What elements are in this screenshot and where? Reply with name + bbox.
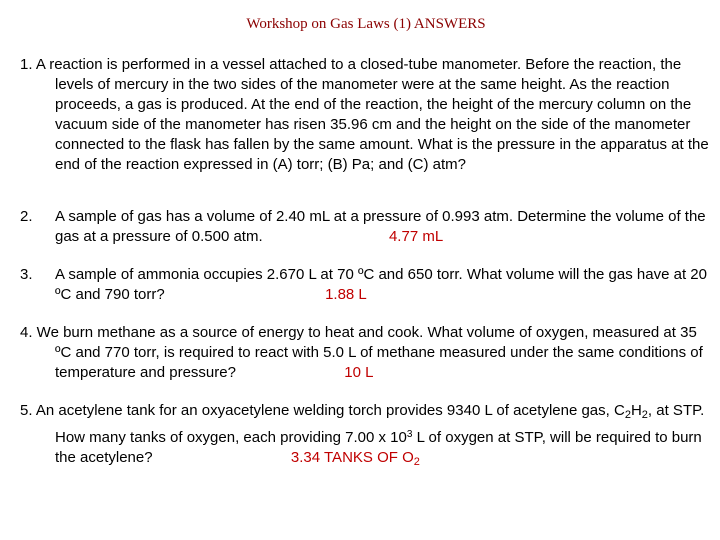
question-5	[20, 401, 710, 472]
question-2-text: A sample of gas has a volume of 2.40 mL at a pressure of 0.993 atm. Determine the volume of the gas at a pressure of 0.500 atm.	[55, 208, 706, 245]
question-5-answer-sub: 2	[413, 456, 420, 468]
question-5-sub-1: 2	[624, 409, 631, 421]
question-3-answer: 1.88 L	[325, 286, 367, 303]
question-1-text: 1. A reaction is performed in a vessel attached to a closed-tube manometer. Before the reaction, the levels of mercury in the two sides of the manometer were at the same height. As the reaction proceeds, a gas is produced. At the end of the reaction, the height of the mercury column on the vacuum side of the manometer has risen 35.96 cm and the height on the side of the manometer connected to the flask has fallen by the same amount. What is the pressure in the apparatus at the end of the reaction expressed in (A) torr; (B) Pa; and (C) atm?	[20, 56, 709, 173]
question-5-answer	[291, 449, 420, 466]
question-3-number: 3.	[20, 266, 33, 283]
question-5-sup: 3	[406, 429, 413, 440]
question-5-text-b: , at STP. How many tanks of oxygen, each providing 7.00 x 10	[55, 402, 705, 446]
question-5-sub-2: 2	[641, 409, 648, 421]
question-2-number: 2.	[20, 208, 33, 225]
question-4-text: 4. We burn methane as a source of energy to heat and cook. What volume of oxygen, measured at 35 ºC and 770 torr, is required to react with 5.0 L of methane measured under the same conditions of temperature and pressure?	[20, 324, 703, 381]
question-5-text-a: 5. An acetylene tank for an oxyacetylene welding torch provides 9340 L of acetylene gas, C	[20, 402, 625, 419]
question-4	[20, 323, 710, 383]
question-1	[20, 55, 710, 175]
page-title: Workshop on Gas Laws (1) ANSWERS	[246, 16, 486, 32]
question-5-h: H	[630, 402, 642, 419]
question-4-answer: 10 L	[344, 364, 374, 381]
question-5-text-c: L of oxygen at STP, will be required to burn the acetylene?	[55, 429, 702, 466]
question-2-answer: 4.77 mL	[388, 228, 444, 245]
question-5-answer-text: 3.34 TANKS OF O	[290, 449, 414, 466]
question-3-text: A sample of ammonia occupies 2.670 L at 70 ºC and 650 torr. What volume will the gas have at 20 ºC and 790 torr?	[55, 266, 707, 303]
